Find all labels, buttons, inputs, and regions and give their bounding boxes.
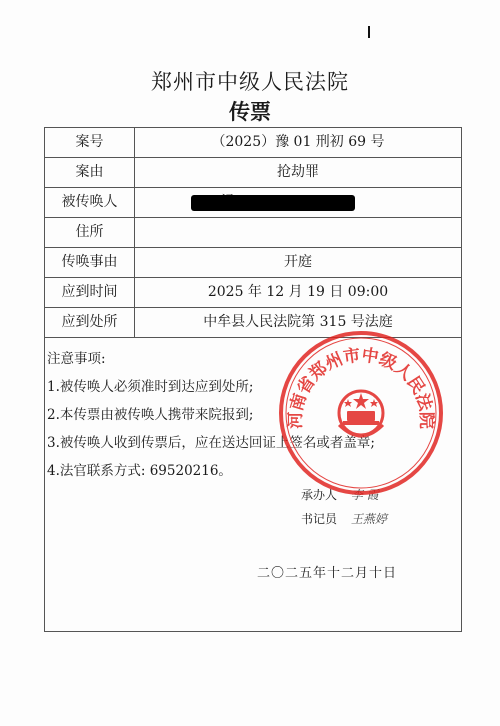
clerk-label: 书记员 bbox=[301, 512, 338, 526]
document-title: 传票 bbox=[229, 100, 271, 124]
row-appearance-time bbox=[45, 278, 461, 308]
case-number-value: （2025）豫 01 刑初 69 号 bbox=[211, 134, 385, 150]
row-residence bbox=[45, 218, 461, 248]
row-case-number bbox=[45, 128, 461, 158]
summons-reason-value: 开庭 bbox=[284, 254, 312, 270]
note-item: 2.本传票由被传唤人携带来院报到; bbox=[47, 407, 254, 423]
clerk-signature bbox=[301, 507, 451, 531]
summons-reason-label: 传唤事由 bbox=[45, 248, 135, 277]
case-number-label: 案号 bbox=[45, 128, 135, 157]
notes-heading: 注意事项: bbox=[47, 351, 106, 367]
appearance-time-label: 应到时间 bbox=[45, 278, 135, 307]
appearance-place-label: 应到处所 bbox=[45, 308, 135, 337]
residence-value bbox=[135, 218, 461, 247]
case-cause-value: 抢劫罪 bbox=[277, 164, 319, 180]
case-cause-label: 案由 bbox=[45, 158, 135, 187]
corner-mark bbox=[368, 26, 370, 38]
handler-label: 承办人 bbox=[301, 488, 338, 502]
note-item: 1.被传唤人必须准时到达应到处所; bbox=[47, 379, 254, 395]
court-seal-stamp bbox=[277, 329, 445, 497]
appearance-place-value: 中牟县人民法院第 315 号法庭 bbox=[203, 314, 393, 330]
row-case-cause bbox=[45, 158, 461, 188]
issue-date: 二〇二五年十二月十日 bbox=[257, 566, 398, 581]
national-emblem-icon bbox=[339, 391, 383, 436]
residence-label: 住所 bbox=[45, 218, 135, 247]
svg-text:河南省郑州市中级人民法院: 河南省郑州市中级人民法院 bbox=[285, 345, 437, 429]
row-summons-reason bbox=[45, 248, 461, 278]
appearance-time-value: 2025 年 12 月 19 日 09:00 bbox=[207, 284, 389, 300]
row-summoned-person bbox=[45, 188, 461, 218]
note-item: 3.被传唤人收到传票后，应在送达回证上签名或者盖章; bbox=[47, 435, 375, 451]
summoned-person-label: 被传唤人 bbox=[45, 188, 135, 217]
clerk-name: 王燕婷 bbox=[350, 512, 387, 526]
handler-name: 李 霞 bbox=[350, 488, 379, 502]
name-redaction-bar bbox=[191, 195, 355, 211]
note-item: 4.法官联系方式: 69520216。 bbox=[47, 463, 232, 479]
court-name: 郑州市中级人民法院 bbox=[151, 70, 349, 94]
